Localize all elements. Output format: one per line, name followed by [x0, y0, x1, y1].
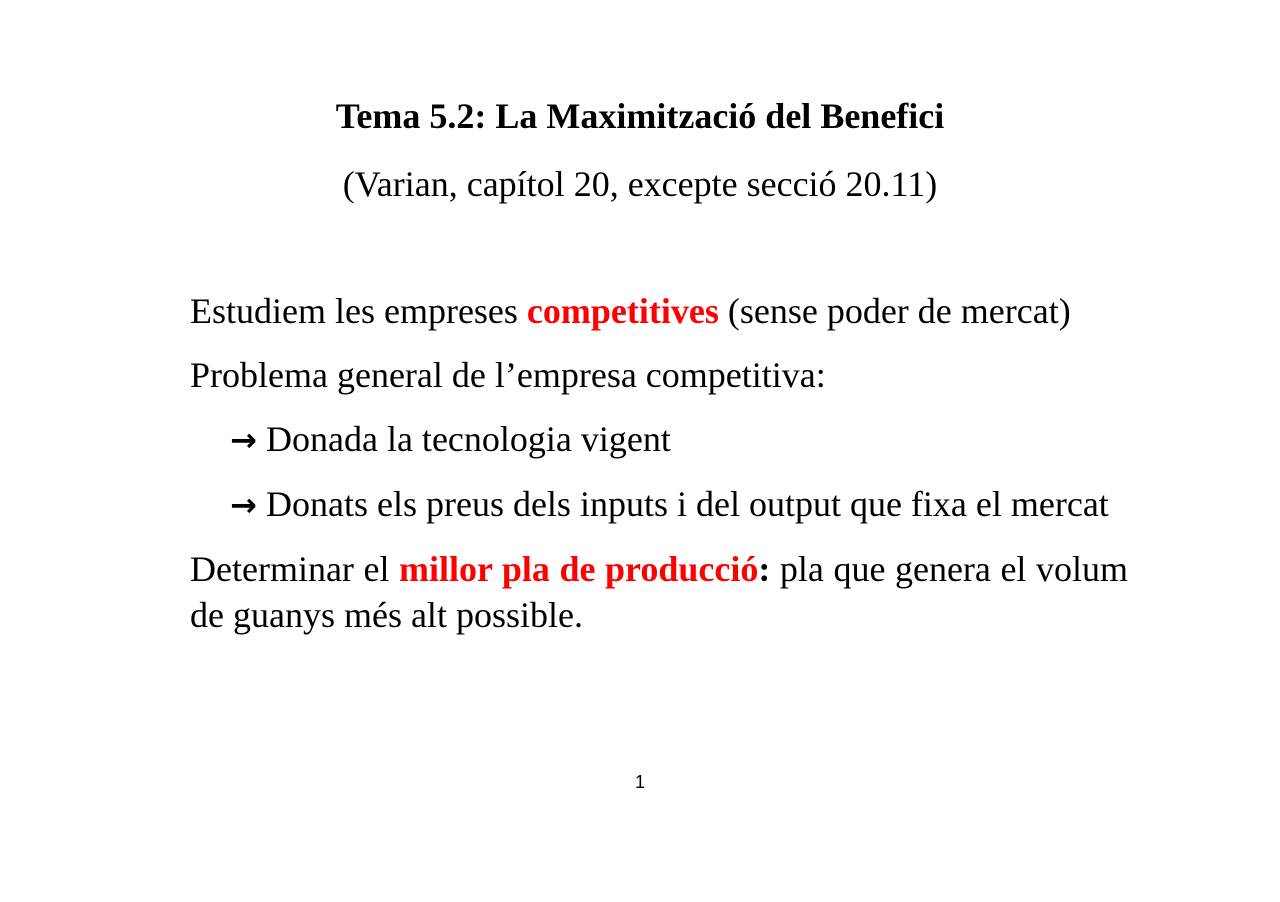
- paragraph-competitive-firms: [190, 288, 1128, 334]
- bullet-text: Donada la tecnologia vigent: [266, 419, 671, 459]
- slide-body: [190, 288, 1128, 638]
- bullet-item: [230, 481, 1128, 528]
- paragraph-text: Determinar el: [190, 549, 399, 589]
- paragraph-general-problem: Problema general de l’empresa competitiva:: [190, 355, 826, 395]
- bullet-item: [230, 416, 1128, 463]
- paragraph-best-plan: [190, 546, 1128, 638]
- paragraph-text: pla que genera el volum de guanys més alt possible.: [190, 549, 1128, 635]
- highlight-competitives: competitives: [526, 291, 719, 331]
- highlight-best-plan: millor pla de producció: [399, 549, 759, 589]
- page-number: 1: [634, 772, 645, 792]
- paragraph-text: Estudiem les empreses: [190, 291, 527, 331]
- paragraph-text: (sense poder de mercat): [718, 291, 1071, 331]
- slide-title: Tema 5.2: La Maximització del Benefici: [335, 96, 945, 136]
- arrow-right-icon: →: [230, 486, 257, 524]
- slide-subtitle: (Varian, capítol 20, excepte secció 20.11): [342, 164, 938, 204]
- arrow-right-icon: →: [230, 421, 257, 459]
- bullet-text: Donats els preus dels inputs i del output que fixa el mercat: [266, 484, 1109, 524]
- colon: :: [758, 549, 771, 589]
